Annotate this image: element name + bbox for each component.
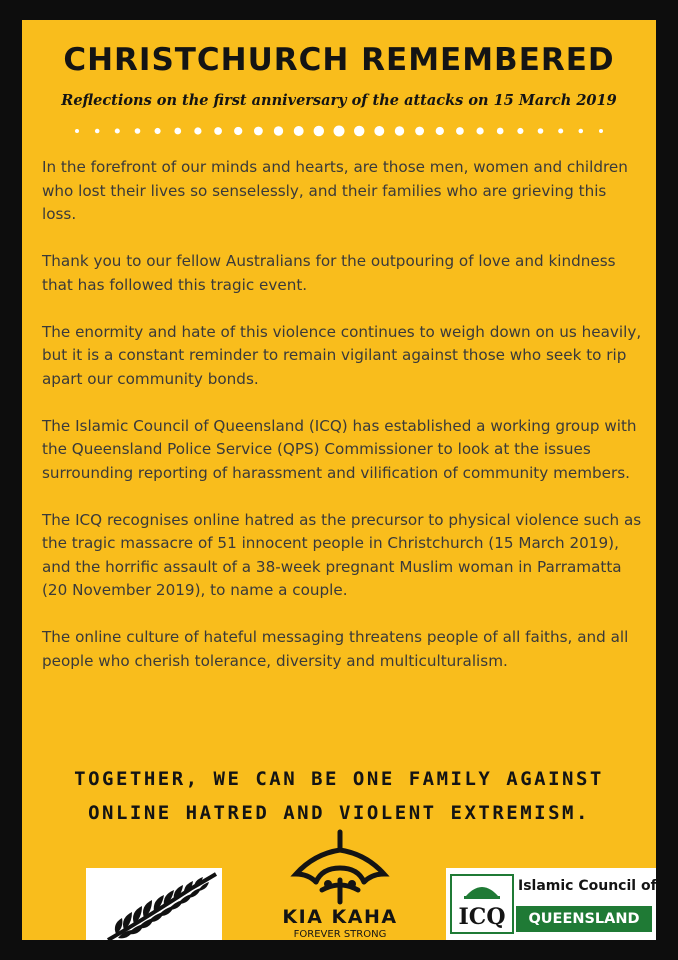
divider-dot [75, 129, 79, 133]
divider-dot [254, 127, 263, 136]
divider-dot [538, 128, 544, 134]
tagline-line: ONLINE HATRED AND VIOLENT EXTREMISM. [88, 802, 590, 824]
divider-dot [436, 127, 444, 135]
divider-dot [234, 127, 242, 135]
divider-dot [155, 128, 161, 134]
paragraph: The enormity and hate of this violence continues to weigh down on us heavily, but it is a constant reminder to remain vigilant against those who seek to rip apart our community bonds. [42, 322, 642, 388]
icq-emblem [450, 874, 514, 934]
divider-dot [135, 128, 141, 134]
divider-dot [214, 127, 222, 135]
divider-dot [374, 126, 384, 136]
divider-dot [314, 126, 324, 136]
paragraph: Thank you to our fellow Australians for the outpouring of love and kindness that has followed this tragic event. [42, 252, 616, 294]
divider-dot [415, 127, 424, 136]
kia-kaha-logo [252, 828, 428, 940]
paragraph: The ICQ recognises online hatred as the precursor to physical violence such as the tragic massacre of 51 innocent people in Christchurch (15 March 2019), and the horrific assault of a 38-week pregnant Muslim woman in Parramatta (20 November 2019), to name a couple. [42, 510, 642, 599]
divider-dot [456, 127, 464, 135]
divider-dot [115, 128, 120, 133]
kia-kaha-title: KIA KAHA [282, 906, 398, 928]
kia-kaha-subtitle: FOREVER STRONG [293, 929, 387, 940]
tagline [22, 762, 656, 830]
icq-logo-text: ICQ [458, 904, 506, 930]
fern-icon [86, 868, 222, 940]
divider-dot [599, 129, 603, 133]
divider-dot [476, 127, 483, 134]
poster [22, 20, 656, 940]
divider-dot [517, 128, 523, 134]
divider-dot [294, 126, 304, 136]
divider-dot [95, 129, 100, 134]
icq-name-line1: Islamic Council of [518, 878, 657, 894]
paragraph: The online culture of hateful messaging threatens people of all faiths, and all people who cherish tolerance, diversity and multiculturalism. [42, 628, 629, 670]
divider-dot [354, 126, 364, 136]
divider-dot [579, 129, 584, 134]
silver-fern-logo [86, 868, 222, 940]
divider-dot [334, 126, 345, 137]
divider-dot [395, 126, 404, 135]
divider-dot [274, 126, 283, 135]
page-title: CHRISTCHURCH REMEMBERED [63, 42, 615, 78]
paragraph: In the forefront of our minds and hearts, are those men, women and children who lost their lives so senselessly, and their families who are grieving this loss. [42, 158, 628, 223]
divider-dot [174, 128, 181, 135]
body-text [42, 156, 642, 697]
divider-dot [194, 127, 201, 134]
icq-name-line2: QUEENSLAND [516, 906, 652, 932]
icq-logo-block [446, 868, 656, 940]
subtitle: Reflections on the first anniversary of the attacks on 15 March 2019 [61, 92, 617, 109]
koru-emblem-icon [252, 828, 428, 906]
divider-dot [558, 128, 563, 133]
paragraph: The Islamic Council of Queensland (ICQ) has established a working group with the Queensland Police Service (QPS) Commissioner to look at the issues surrounding reporting of harassment and vilification of community members. [42, 416, 637, 482]
tagline-line: TOGETHER, WE CAN BE ONE FAMILY AGAINST [74, 768, 604, 790]
divider-dot [497, 128, 504, 135]
mosque-dome-icon [452, 876, 512, 932]
dot-divider [72, 124, 606, 138]
